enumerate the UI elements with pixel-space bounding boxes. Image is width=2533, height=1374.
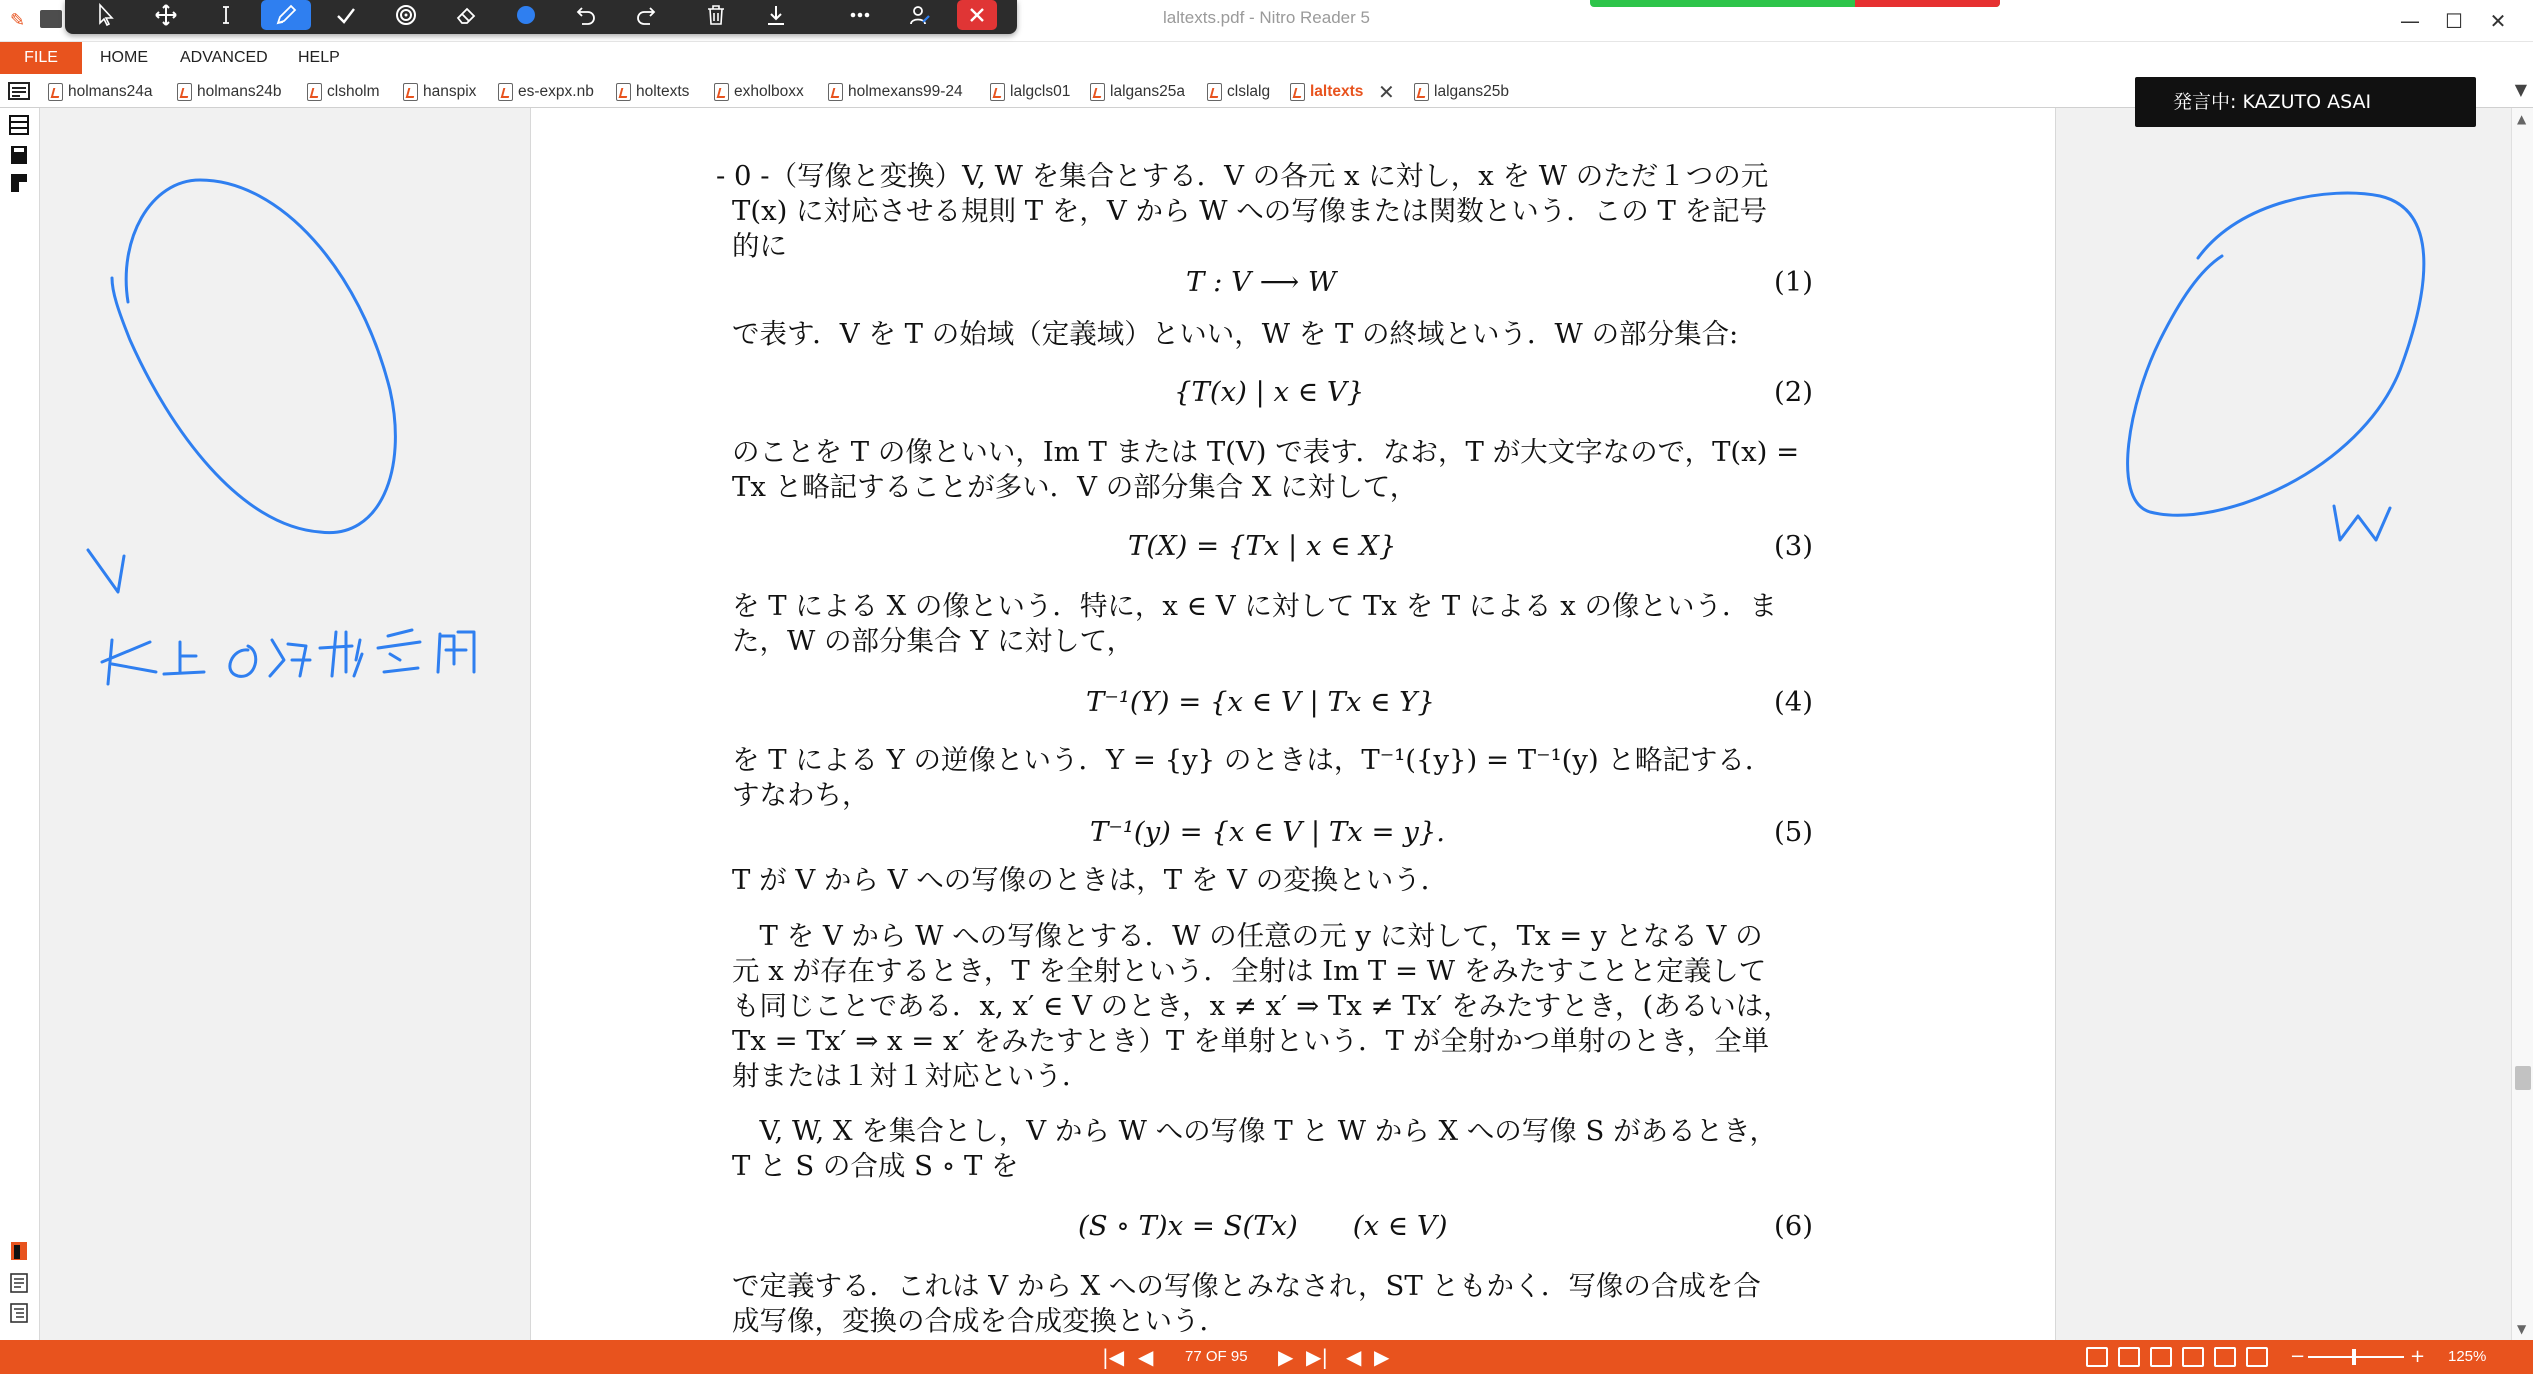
equation-6: (S ∘ T)x = S(Tx) (x ∈ V) xyxy=(1078,1210,1448,1242)
last-page-icon[interactable]: ▶| xyxy=(1306,1345,1329,1369)
pdf-file-icon xyxy=(714,83,729,101)
tab-holmexans99-24[interactable]: holmexans99-24 xyxy=(824,78,963,106)
checkmark-tool-button[interactable] xyxy=(321,0,371,30)
facing-continuous-view-icon[interactable] xyxy=(2182,1347,2204,1367)
text-line: T が V から V への写像のときは，T を V の変換という． xyxy=(732,864,1449,896)
equation-number: (4) xyxy=(1774,686,1813,718)
share-user-button[interactable] xyxy=(895,0,945,30)
pdf-file-icon xyxy=(177,83,192,101)
nitro-logo-icon: ✎ xyxy=(10,10,26,31)
tab-holmans24b[interactable]: holmans24b xyxy=(173,78,281,106)
menu-home[interactable]: HOME xyxy=(100,49,148,66)
pen-icon xyxy=(273,3,299,27)
scroll-thumb[interactable] xyxy=(2515,1066,2531,1090)
zoom-out-button[interactable]: − xyxy=(2290,1346,2306,1367)
pdf-file-icon xyxy=(48,83,63,101)
text-line: た，W の部分集合 Y に対して， xyxy=(732,625,1135,657)
attachments-icon[interactable] xyxy=(8,1240,30,1262)
highlighter-tool-button[interactable] xyxy=(381,0,431,30)
delete-annotations-button[interactable] xyxy=(691,0,741,30)
text-line: Tx = Tx′ ⇒ x = x′ をみたすとき）T を単射という．T が全射かつ単射のとき，全単 xyxy=(732,1025,1770,1057)
download-button[interactable] xyxy=(751,0,801,30)
tab-overflow-icon[interactable]: ▼ xyxy=(2514,80,2527,99)
left-side-panel xyxy=(0,108,40,1340)
scroll-up-arrow-icon[interactable]: ▲ xyxy=(2517,112,2527,126)
undo-button[interactable] xyxy=(561,0,611,30)
previous-page-icon[interactable]: ◀ xyxy=(1138,1345,1154,1369)
pdf-file-icon xyxy=(403,83,418,101)
eraser-tool-button[interactable] xyxy=(441,0,491,30)
text-line: T を V から W への写像とする．W の任意の元 y に対して，Tx = y となる V の xyxy=(732,920,1763,952)
meeting-stop-strip[interactable] xyxy=(1855,0,2000,7)
arrow-cursor-icon xyxy=(93,3,119,27)
window-title: laltexts.pdf - Nitro Reader 5 xyxy=(1163,8,1370,27)
menu-bar xyxy=(0,42,2533,74)
pdf-file-icon xyxy=(1090,83,1105,101)
equation-5: T⁻¹(y) = {x ∈ V | Tx = y}. xyxy=(1090,816,1446,848)
comments-list-icon[interactable] xyxy=(8,1272,30,1294)
facing-view-icon[interactable] xyxy=(2150,1347,2172,1367)
text-line: T と S の合成 S ∘ T を xyxy=(732,1150,1019,1182)
color-dot-icon xyxy=(513,3,539,27)
text-line: - 0 -（写像と変換）V, W を集合とする．V の各元 x に対し，x を W のただ１つの元 xyxy=(716,160,1769,192)
pdf-file-icon xyxy=(1207,83,1222,101)
download-icon xyxy=(763,3,789,27)
pdf-file-icon xyxy=(498,83,513,101)
pdf-file-icon xyxy=(1290,83,1305,101)
tab-list-icon[interactable] xyxy=(8,82,30,100)
text-line: Tx と略記することが多い．V の部分集合 X に対して， xyxy=(732,471,1418,503)
first-page-icon[interactable]: |◀ xyxy=(1102,1345,1125,1369)
text-line: で表す．V を T の始域（定義域）といい，W を T の終域という．W の部分集合: xyxy=(732,318,1739,350)
equation-number: (3) xyxy=(1774,530,1813,562)
text-line: のことを T の像といい，Im T または T(V) で表す．なお，T が大文字なので，T(x) = xyxy=(732,436,1800,468)
trash-icon xyxy=(703,3,729,27)
annotation-toolbar xyxy=(65,0,1017,34)
zoom-level[interactable]: 125% xyxy=(2448,1348,2487,1365)
maximize-button[interactable]: ☐ xyxy=(2445,9,2463,33)
tab-lalgcls01[interactable]: lalgcls01 xyxy=(986,78,1070,106)
text-line: を T による Y の逆像という．Y = {y} のときは，T⁻¹({y}) = T⁻¹(y) と略記する． xyxy=(732,744,1773,776)
text-line: 元 x が存在するとき，T を全射という．全射は Im T = W をみたすことと定義して xyxy=(732,955,1767,987)
bookmarks-icon[interactable] xyxy=(8,144,30,166)
tab-holmans24a[interactable]: holmans24a xyxy=(44,78,152,106)
user-pen-icon xyxy=(907,3,933,27)
text-line: すなわち， xyxy=(732,779,870,811)
pdf-file-icon xyxy=(616,83,631,101)
tab-clsholm[interactable]: clsholm xyxy=(303,78,380,106)
pdf-file-icon xyxy=(828,83,843,101)
back-view-icon[interactable]: ◀ xyxy=(1346,1345,1362,1369)
outline-list-icon[interactable] xyxy=(8,1302,30,1324)
redo-icon xyxy=(633,3,659,27)
close-icon xyxy=(964,3,990,27)
single-page-view-icon[interactable] xyxy=(2086,1347,2108,1367)
pdf-file-icon xyxy=(307,83,322,101)
tab-lalgans25a[interactable]: lalgans25a xyxy=(1086,78,1185,106)
text-line: を T による X の像という．特に，x ∈ V に対して Tx を T による x の像という．ま xyxy=(732,590,1777,622)
text-line: も同じことである．x, x′ ∈ V のとき，x ≠ x′ ⇒ Tx ≠ Tx′ をみたすとき，(あるいは， xyxy=(732,990,1791,1022)
tab-laltexts[interactable]: laltexts xyxy=(1286,78,1363,106)
close-tab-button[interactable]: ✕ xyxy=(1378,80,1395,104)
scroll-down-arrow-icon[interactable]: ▼ xyxy=(2517,1322,2527,1336)
text-cursor-icon xyxy=(213,3,239,27)
more-options-button[interactable] xyxy=(835,0,885,30)
speaking-notification: 発言中: KAZUTO ASAI xyxy=(2135,77,2476,127)
menu-help[interactable]: HELP xyxy=(298,49,340,66)
select-arrow-tool-button[interactable] xyxy=(81,0,131,30)
equation-number: (5) xyxy=(1774,816,1813,848)
zoom-slider[interactable] xyxy=(2308,1356,2404,1358)
tab-hanspix[interactable]: hanspix xyxy=(399,78,476,106)
tab-lalgans25b[interactable]: lalgans25b xyxy=(1410,78,1509,106)
text-line: 的に xyxy=(732,230,787,262)
page-indicator[interactable]: 77 OF 95 xyxy=(1185,1348,1248,1365)
equation-2: {T(x) | x ∈ V} xyxy=(1174,376,1365,408)
pdf-file-icon xyxy=(990,83,1005,101)
pen-tool-button[interactable] xyxy=(261,0,311,30)
color-picker-button[interactable] xyxy=(501,0,551,30)
text-line: T(x) に対応させる規則 T を，V から W への写像または関数という．この T を記号 xyxy=(732,195,1768,227)
equation-3: T(X) = {Tx | x ∈ X} xyxy=(1128,530,1397,562)
target-icon xyxy=(393,3,419,27)
thumbnails-icon[interactable] xyxy=(8,114,30,136)
zoom-in-button[interactable]: + xyxy=(2410,1346,2426,1367)
text-line: V, W, X を集合とし，V から W への写像 T と W から X への写像 S があるとき， xyxy=(732,1115,1777,1147)
tab-exholboxx[interactable]: exholboxx xyxy=(710,78,804,106)
equation-number: (1) xyxy=(1774,266,1813,298)
pdf-file-icon xyxy=(1414,83,1429,101)
zoom-slider-thumb[interactable] xyxy=(2352,1349,2356,1365)
tab-holtexts[interactable]: holtexts xyxy=(612,78,689,106)
menu-advanced[interactable]: ADVANCED xyxy=(180,49,268,66)
close-toolbar-button[interactable] xyxy=(957,0,997,30)
undo-icon xyxy=(573,3,599,27)
reading-mode-icon[interactable] xyxy=(2246,1347,2268,1367)
equation-1: T : V ⟶ W xyxy=(1186,266,1337,298)
text-line: 射または１対１対応という． xyxy=(732,1060,1090,1092)
forward-view-icon[interactable]: ▶ xyxy=(1374,1345,1390,1369)
layers-icon[interactable] xyxy=(8,172,30,194)
menu-file[interactable]: FILE xyxy=(0,42,82,74)
text-line: で定義する．これは V から X への写像とみなされ，ST ともかく．写像の合成を合 xyxy=(732,1270,1761,1302)
redo-button[interactable] xyxy=(621,0,671,30)
status-bar xyxy=(0,1340,2533,1374)
equation-4: T⁻¹(Y) = {x ∈ V | Tx ∈ Y} xyxy=(1086,686,1435,718)
text-select-tool-button[interactable] xyxy=(201,0,251,30)
minimize-button[interactable]: — xyxy=(2400,9,2420,33)
next-page-icon[interactable]: ▶ xyxy=(1278,1345,1294,1369)
checkmark-icon xyxy=(333,3,359,27)
equation-number: (2) xyxy=(1774,376,1813,408)
move-icon xyxy=(153,3,179,27)
more-dots-icon xyxy=(847,3,873,27)
pan-tool-button[interactable] xyxy=(141,0,191,30)
tab-clslalg[interactable]: clslalg xyxy=(1203,78,1270,106)
full-screen-view-icon[interactable] xyxy=(2214,1347,2236,1367)
equation-number: (6) xyxy=(1774,1210,1813,1242)
tab-es-expx[interactable]: es-expx.nb xyxy=(494,78,594,106)
continuous-view-icon[interactable] xyxy=(2118,1347,2140,1367)
vertical-scrollbar[interactable] xyxy=(2511,108,2533,1340)
eraser-icon xyxy=(453,3,479,27)
close-window-button[interactable]: ✕ xyxy=(2489,9,2507,33)
text-line: 成写像，変換の合成を合成変換という． xyxy=(732,1305,1227,1337)
